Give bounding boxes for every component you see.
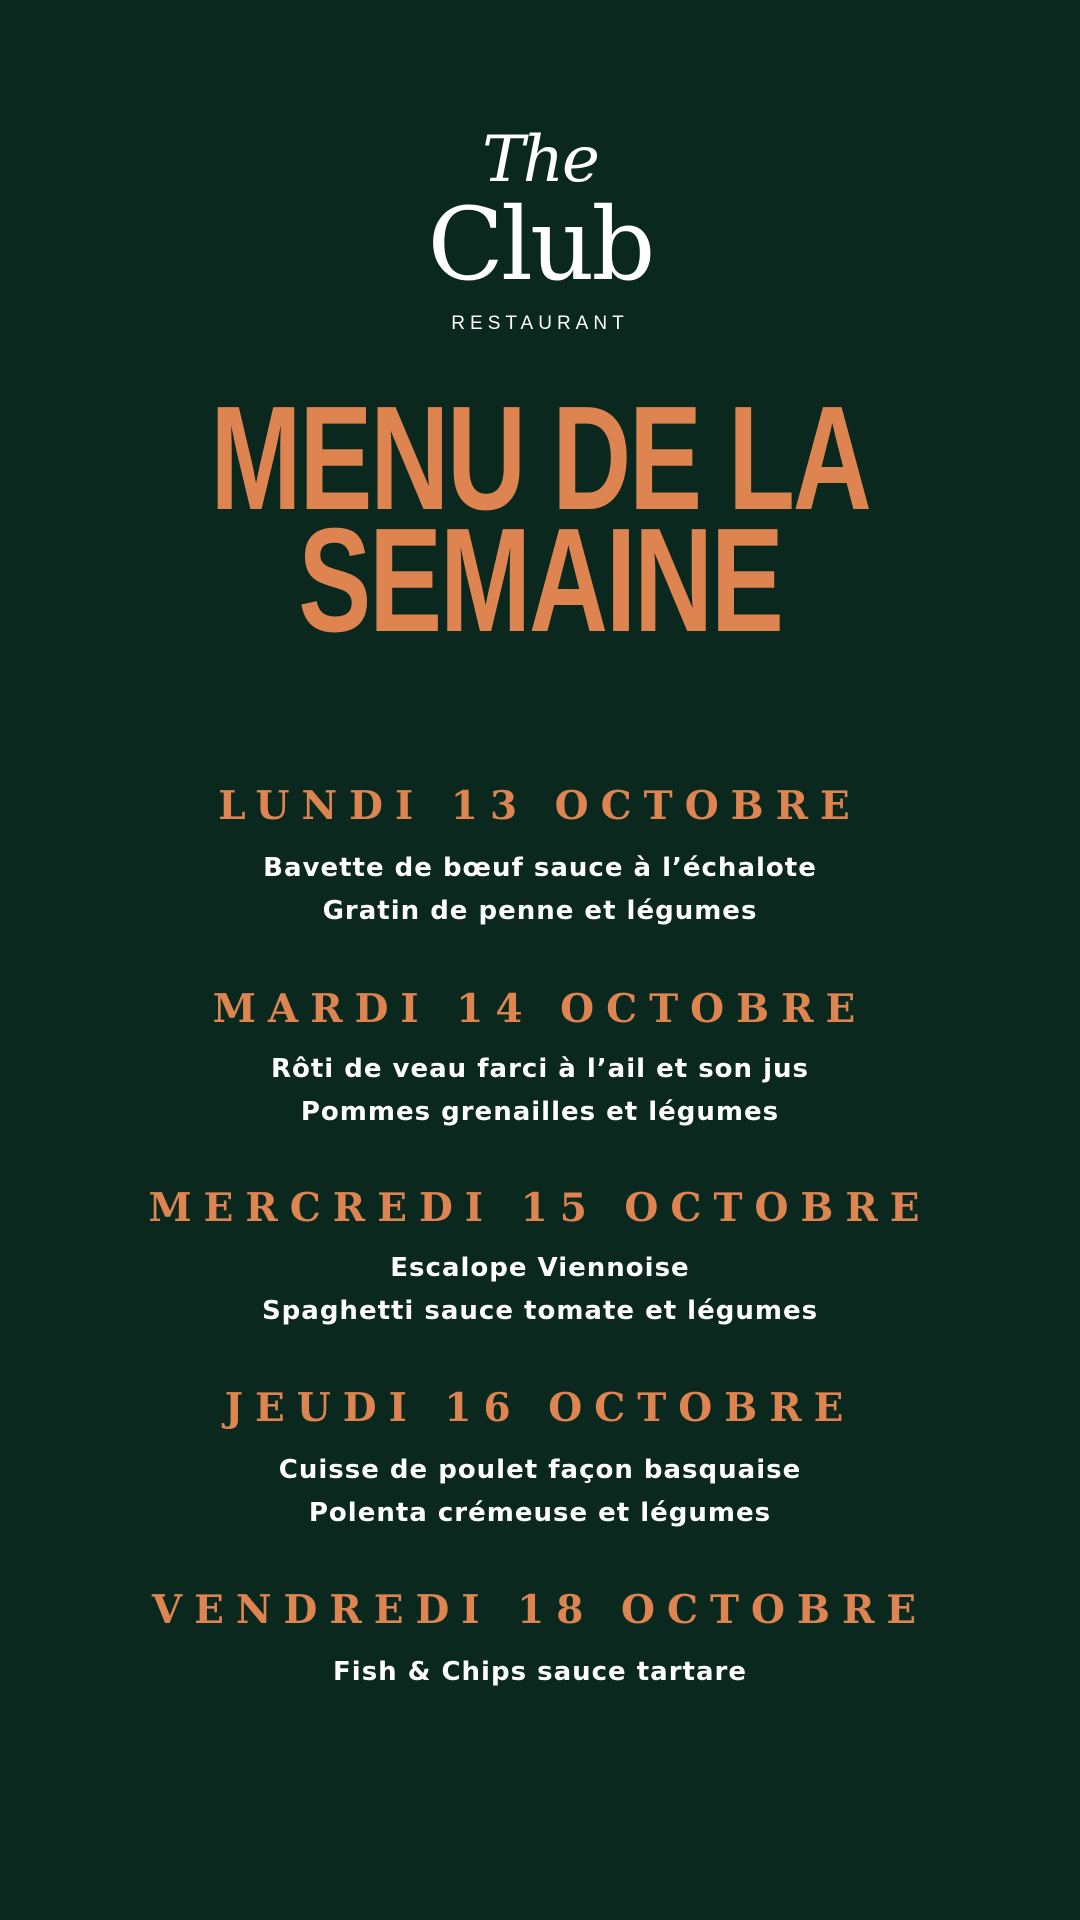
dish-wednesday-1: Escalope Viennoise (390, 1253, 690, 1283)
logo-club: Club (427, 186, 653, 303)
dish-monday-1: Bavette de bœuf sauce à l’échalote (263, 853, 817, 883)
day-heading-wednesday: MERCREDI 15 OCTOBRE (148, 1185, 932, 1231)
logo-tagline: RESTAURANT (451, 313, 629, 334)
day-heading-tuesday: MARDI 14 OCTOBRE (212, 986, 868, 1032)
day-heading-thursday: JEUDI 16 OCTOBRE (224, 1385, 856, 1431)
day-heading-monday: LUNDI 13 OCTOBRE (218, 783, 862, 829)
dish-monday-2: Gratin de penne et légumes (322, 896, 758, 926)
day-heading-friday: VENDREDI 18 OCTOBRE (151, 1587, 929, 1633)
dish-thursday-2: Polenta crémeuse et légumes (308, 1498, 772, 1528)
dish-wednesday-2: Spaghetti sauce tomate et légumes (261, 1296, 819, 1326)
dish-tuesday-2: Pommes grenailles et légumes (300, 1097, 780, 1127)
dish-tuesday-1: Rôti de veau farci à l’ail et son jus (270, 1054, 810, 1084)
dish-friday-1: Fish & Chips sauce tartare (333, 1657, 747, 1687)
menu-title-line-2: SEMAINE (298, 498, 782, 663)
dish-thursday-1: Cuisse de poulet façon basquaise (278, 1455, 802, 1485)
logo-the: The (482, 123, 598, 197)
menu-title-line-1: MENU DE LA (210, 376, 870, 541)
